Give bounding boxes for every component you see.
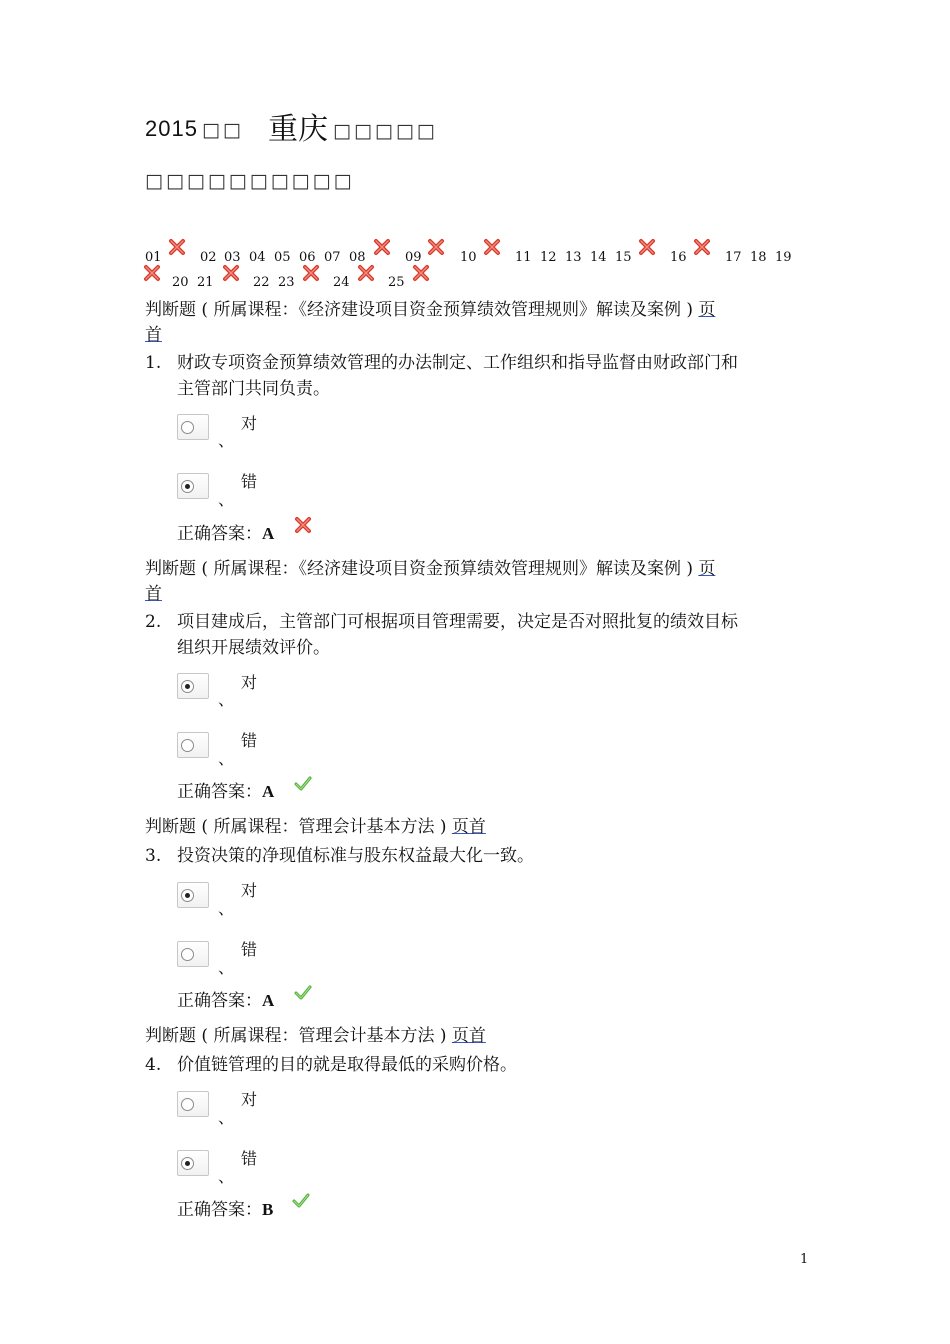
- question-2-text-line2: 组织开展绩效评价。: [177, 638, 330, 658]
- question-2-option-true-radio[interactable]: [177, 673, 209, 699]
- question-2-text: [177, 609, 738, 661]
- answer-value: A: [262, 524, 275, 543]
- nav-item-16[interactable]: 16: [670, 250, 687, 265]
- nav-item-06[interactable]: 06: [299, 250, 316, 265]
- option-label: 对: [241, 1090, 258, 1109]
- nav-item-05[interactable]: 05: [274, 250, 291, 265]
- nav-item-22[interactable]: 22: [253, 275, 270, 290]
- nav-item-10[interactable]: 10: [460, 250, 477, 265]
- question-4-header: [145, 1021, 486, 1046]
- page-top-link[interactable]: 页: [698, 300, 716, 320]
- nav-item-13[interactable]: 13: [565, 250, 582, 265]
- wrong-x-icon: [222, 264, 240, 282]
- option-label: 错: [241, 731, 258, 750]
- nav-item-23[interactable]: 23: [278, 275, 295, 290]
- option-label: 对: [241, 881, 258, 900]
- question-1-option-true-radio[interactable]: [177, 414, 209, 440]
- option-separator: 、: [218, 431, 235, 450]
- question-3-option-false-radio[interactable]: [177, 941, 209, 967]
- question-4-text: 价值链管理的目的就是取得最低的采购价格。: [177, 1055, 517, 1075]
- question-4-number: 4.: [145, 1055, 162, 1075]
- wrong-x-icon: [412, 264, 430, 282]
- nav-item-12[interactable]: 12: [540, 250, 557, 265]
- question-2-text-line1: 项目建成后，主管部门可根据项目管理需要，决定是否对照批复的绩效目标: [177, 612, 738, 632]
- wrong-x-icon: [294, 516, 312, 534]
- question-2-answer: [177, 777, 274, 802]
- wrong-x-icon: [357, 264, 375, 282]
- nav-item-19[interactable]: 19: [775, 250, 792, 265]
- nav-item-25[interactable]: 25: [388, 275, 405, 290]
- page-top-link[interactable]: 页首: [451, 817, 486, 837]
- option-separator: 、: [218, 958, 235, 977]
- question-2-option-false-radio[interactable]: [177, 732, 209, 758]
- question-1-type: 判断题 ( 所属课程：《经济建设项目资金预算绩效管理规则》解读及案例 ): [145, 300, 693, 320]
- option-separator: 、: [218, 1167, 235, 1186]
- title-city: 重庆: [268, 112, 328, 147]
- correct-check-icon: [292, 1192, 310, 1210]
- question-1-option-false-radio[interactable]: [177, 473, 209, 499]
- nav-item-17[interactable]: 17: [725, 250, 742, 265]
- title-year: 2015: [145, 116, 198, 141]
- option-label: 错: [241, 940, 258, 959]
- title-boxes-1: □□: [201, 119, 244, 141]
- wrong-x-icon: [302, 264, 320, 282]
- option-separator: 、: [218, 1108, 235, 1127]
- wrong-x-icon: [483, 238, 501, 256]
- answer-label: 正确答案：: [177, 991, 262, 1011]
- question-1-answer: [177, 519, 274, 544]
- nav-item-24[interactable]: 24: [333, 275, 350, 290]
- question-4-option-false-radio[interactable]: [177, 1150, 209, 1176]
- wrong-x-icon: [427, 238, 445, 256]
- nav-item-02[interactable]: 02: [200, 250, 217, 265]
- nav-item-20[interactable]: 20: [172, 275, 189, 290]
- question-3-header: [145, 812, 486, 837]
- nav-item-07[interactable]: 07: [324, 250, 341, 265]
- option-separator: 、: [218, 899, 235, 918]
- option-separator: 、: [218, 490, 235, 509]
- question-3-number: 3.: [145, 846, 162, 866]
- question-4-option-true-radio[interactable]: [177, 1091, 209, 1117]
- nav-item-14[interactable]: 14: [590, 250, 607, 265]
- question-3-type: 判断题 ( 所属课程：管理会计基本方法 ): [145, 817, 447, 837]
- question-1-text-line1: 财政专项资金预算绩效管理的办法制定、工作组织和指导监督由财政部门和: [177, 353, 738, 373]
- page-top-link-cont[interactable]: 首: [145, 584, 162, 604]
- answer-label: 正确答案：: [177, 524, 262, 544]
- question-1-text-line2: 主管部门共同负责。: [177, 379, 330, 399]
- page-top-link[interactable]: 页: [698, 559, 716, 579]
- option-label: 对: [241, 673, 258, 692]
- nav-item-09[interactable]: 09: [405, 250, 422, 265]
- correct-check-icon: [294, 984, 312, 1002]
- wrong-x-icon: [143, 264, 161, 282]
- question-1-header: [145, 295, 715, 320]
- option-label: 对: [241, 414, 258, 433]
- document-subtitle: □□□□□□□□□□: [145, 170, 355, 192]
- option-separator: 、: [218, 749, 235, 768]
- answer-value: A: [262, 991, 275, 1010]
- option-label: 错: [241, 472, 258, 491]
- question-2-number: 2.: [145, 612, 162, 632]
- question-3-answer: [177, 986, 274, 1011]
- nav-item-03[interactable]: 03: [224, 250, 241, 265]
- question-3-option-true-radio[interactable]: [177, 882, 209, 908]
- wrong-x-icon: [373, 238, 391, 256]
- title-boxes-2: □□□□□: [333, 120, 438, 142]
- correct-check-icon: [294, 775, 312, 793]
- question-3-text: 投资决策的净现值标准与股东权益最大化一致。: [177, 846, 534, 866]
- question-2-header-wrap: [145, 579, 162, 604]
- nav-item-21[interactable]: 21: [197, 275, 214, 290]
- nav-item-11[interactable]: 11: [515, 250, 532, 265]
- question-nav: [0, 0, 950, 300]
- wrong-x-icon: [638, 238, 656, 256]
- option-label: 错: [241, 1149, 258, 1168]
- nav-item-15[interactable]: 15: [615, 250, 632, 265]
- page-number: 1: [800, 1252, 809, 1267]
- nav-item-01[interactable]: 01: [145, 250, 162, 265]
- wrong-x-icon: [693, 238, 711, 256]
- question-4-answer: [177, 1195, 273, 1220]
- question-1-number: 1.: [145, 353, 162, 373]
- question-2-header: [145, 554, 715, 579]
- question-1-header-wrap: [145, 320, 162, 345]
- page-top-link[interactable]: 页首: [451, 1026, 486, 1046]
- answer-label: 正确答案：: [177, 782, 262, 802]
- wrong-x-icon: [168, 238, 186, 256]
- page-top-link-cont[interactable]: 首: [145, 325, 162, 345]
- question-2-type: 判断题 ( 所属课程：《经济建设项目资金预算绩效管理规则》解读及案例 ): [145, 559, 693, 579]
- question-4-type: 判断题 ( 所属课程：管理会计基本方法 ): [145, 1026, 447, 1046]
- nav-item-08[interactable]: 08: [349, 250, 366, 265]
- nav-item-18[interactable]: 18: [750, 250, 767, 265]
- question-1-text: [177, 350, 738, 402]
- nav-item-04[interactable]: 04: [249, 250, 266, 265]
- option-separator: 、: [218, 690, 235, 709]
- answer-value: B: [262, 1200, 274, 1219]
- answer-label: 正确答案：: [177, 1200, 262, 1220]
- answer-value: A: [262, 782, 275, 801]
